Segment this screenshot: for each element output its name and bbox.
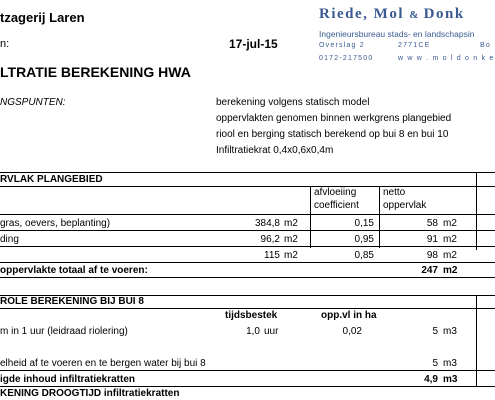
date-value: 17-jul-15 (229, 37, 278, 51)
bui8-volume-unit: m3 (443, 326, 457, 337)
col-header-tijdsbestek: tijdsbestek (225, 310, 278, 321)
bui8-tijd-value: 1,0 (246, 326, 260, 337)
date-label: n: (0, 38, 10, 50)
uitgangspunt-item: berekening volgens statisch model (216, 97, 370, 108)
table-cell-area: 96,2 (260, 234, 280, 245)
column-divider (310, 186, 311, 248)
droogtijd-title: KENING DROOGTIJD infiltratiekratten (0, 388, 180, 399)
table-cell-coef: 0,95 (354, 234, 374, 245)
logo-street: Overslag 2 (319, 42, 365, 49)
table-border (0, 277, 495, 278)
uitgangspunt-item: riool en berging statisch berekend op bui 8 en bui 10 (216, 129, 449, 140)
project-name: tzagerij Laren (0, 10, 85, 25)
table-cell-coef: 0,15 (354, 218, 374, 229)
logo-name: Riede, Mol & Donk (319, 6, 465, 22)
table-row-label: gras, oevers, beplanting) (0, 218, 111, 229)
table-border (0, 214, 495, 215)
table-cell-net: 98 (426, 250, 438, 261)
col-header-netto: oppervlak (383, 200, 427, 211)
bui8-tijd-unit: uur (264, 326, 279, 337)
col-header-oppervlak: opp.vl in ha (321, 310, 377, 321)
col-header-netto: netto (383, 187, 406, 198)
column-divider (476, 295, 477, 387)
table-border (0, 262, 495, 263)
bui8-result-label: igde inhoud infiltratiekratten (0, 374, 136, 385)
section-border (0, 370, 495, 371)
table-cell-net-unit: m2 (443, 234, 457, 245)
table-cell-unit: m2 (284, 218, 298, 229)
bui8-row-label: m in 1 uur (leidraad riolering) (0, 326, 128, 337)
section-border (0, 386, 495, 387)
bui8-volume-value: 5 (432, 358, 438, 369)
column-divider (476, 172, 477, 250)
bui8-volume-unit: m3 (443, 358, 457, 369)
logo-city: Bo (480, 42, 491, 49)
col-header-coef: coefficient (314, 200, 359, 211)
table-cell-unit: m2 (284, 234, 298, 245)
col-header-coef: afvloeiing (314, 187, 357, 198)
table-border (0, 230, 495, 231)
uitgangspunt-item: Infiltratiekrat 0,4x0,6x0,4m (216, 145, 334, 156)
table-border (0, 246, 495, 247)
bui8-row-label: elheid af te voeren en te bergen water bij bui 8 (0, 358, 206, 369)
table-cell-unit: m2 (284, 250, 298, 261)
section-border (0, 308, 495, 309)
table-border (0, 186, 495, 187)
total-value: 247 (421, 265, 438, 276)
logo-website: w w w . m o l d o n k e (398, 55, 495, 62)
table-cell-area: 115 (264, 250, 280, 261)
table-cell-area: 384,8 (254, 218, 280, 229)
table-cell-net: 58 (426, 218, 438, 229)
page-title: LTRATIE BEREKENING HWA (0, 64, 191, 80)
bui8-result-value: 4,9 (424, 374, 438, 385)
table-cell-net-unit: m2 (443, 250, 457, 261)
table-cell-net: 91 (426, 234, 438, 245)
uitgangspunten-label: NGSPUNTEN: (0, 97, 66, 108)
table-cell-coef: 0,85 (354, 250, 374, 261)
company-logo (315, 0, 495, 70)
bui8-opp-value: 0,02 (342, 326, 362, 337)
total-unit: m2 (443, 265, 458, 276)
logo-zip: 2771CE (398, 42, 431, 49)
uitgangspunt-item: oppervlakten genomen binnen werkgrens plangebied (216, 113, 452, 124)
table-row-label: ding (0, 234, 19, 245)
table-border (0, 172, 495, 173)
bui8-volume-value: 5 (432, 326, 438, 337)
logo-subtitle: Ingenieursbureau stads- en landschapsin (319, 29, 475, 39)
column-divider (379, 186, 380, 248)
bui8-result-unit: m3 (443, 374, 458, 385)
total-label: oppervlakte totaal af te voeren: (0, 265, 148, 276)
table-cell-net-unit: m2 (443, 218, 457, 229)
plangebied-title: RVLAK PLANGEBIED (0, 174, 103, 185)
bui8-title: ROLE BEREKENING BIJ BUI 8 (0, 296, 144, 307)
logo-phone: 0172-217500 (319, 55, 374, 62)
